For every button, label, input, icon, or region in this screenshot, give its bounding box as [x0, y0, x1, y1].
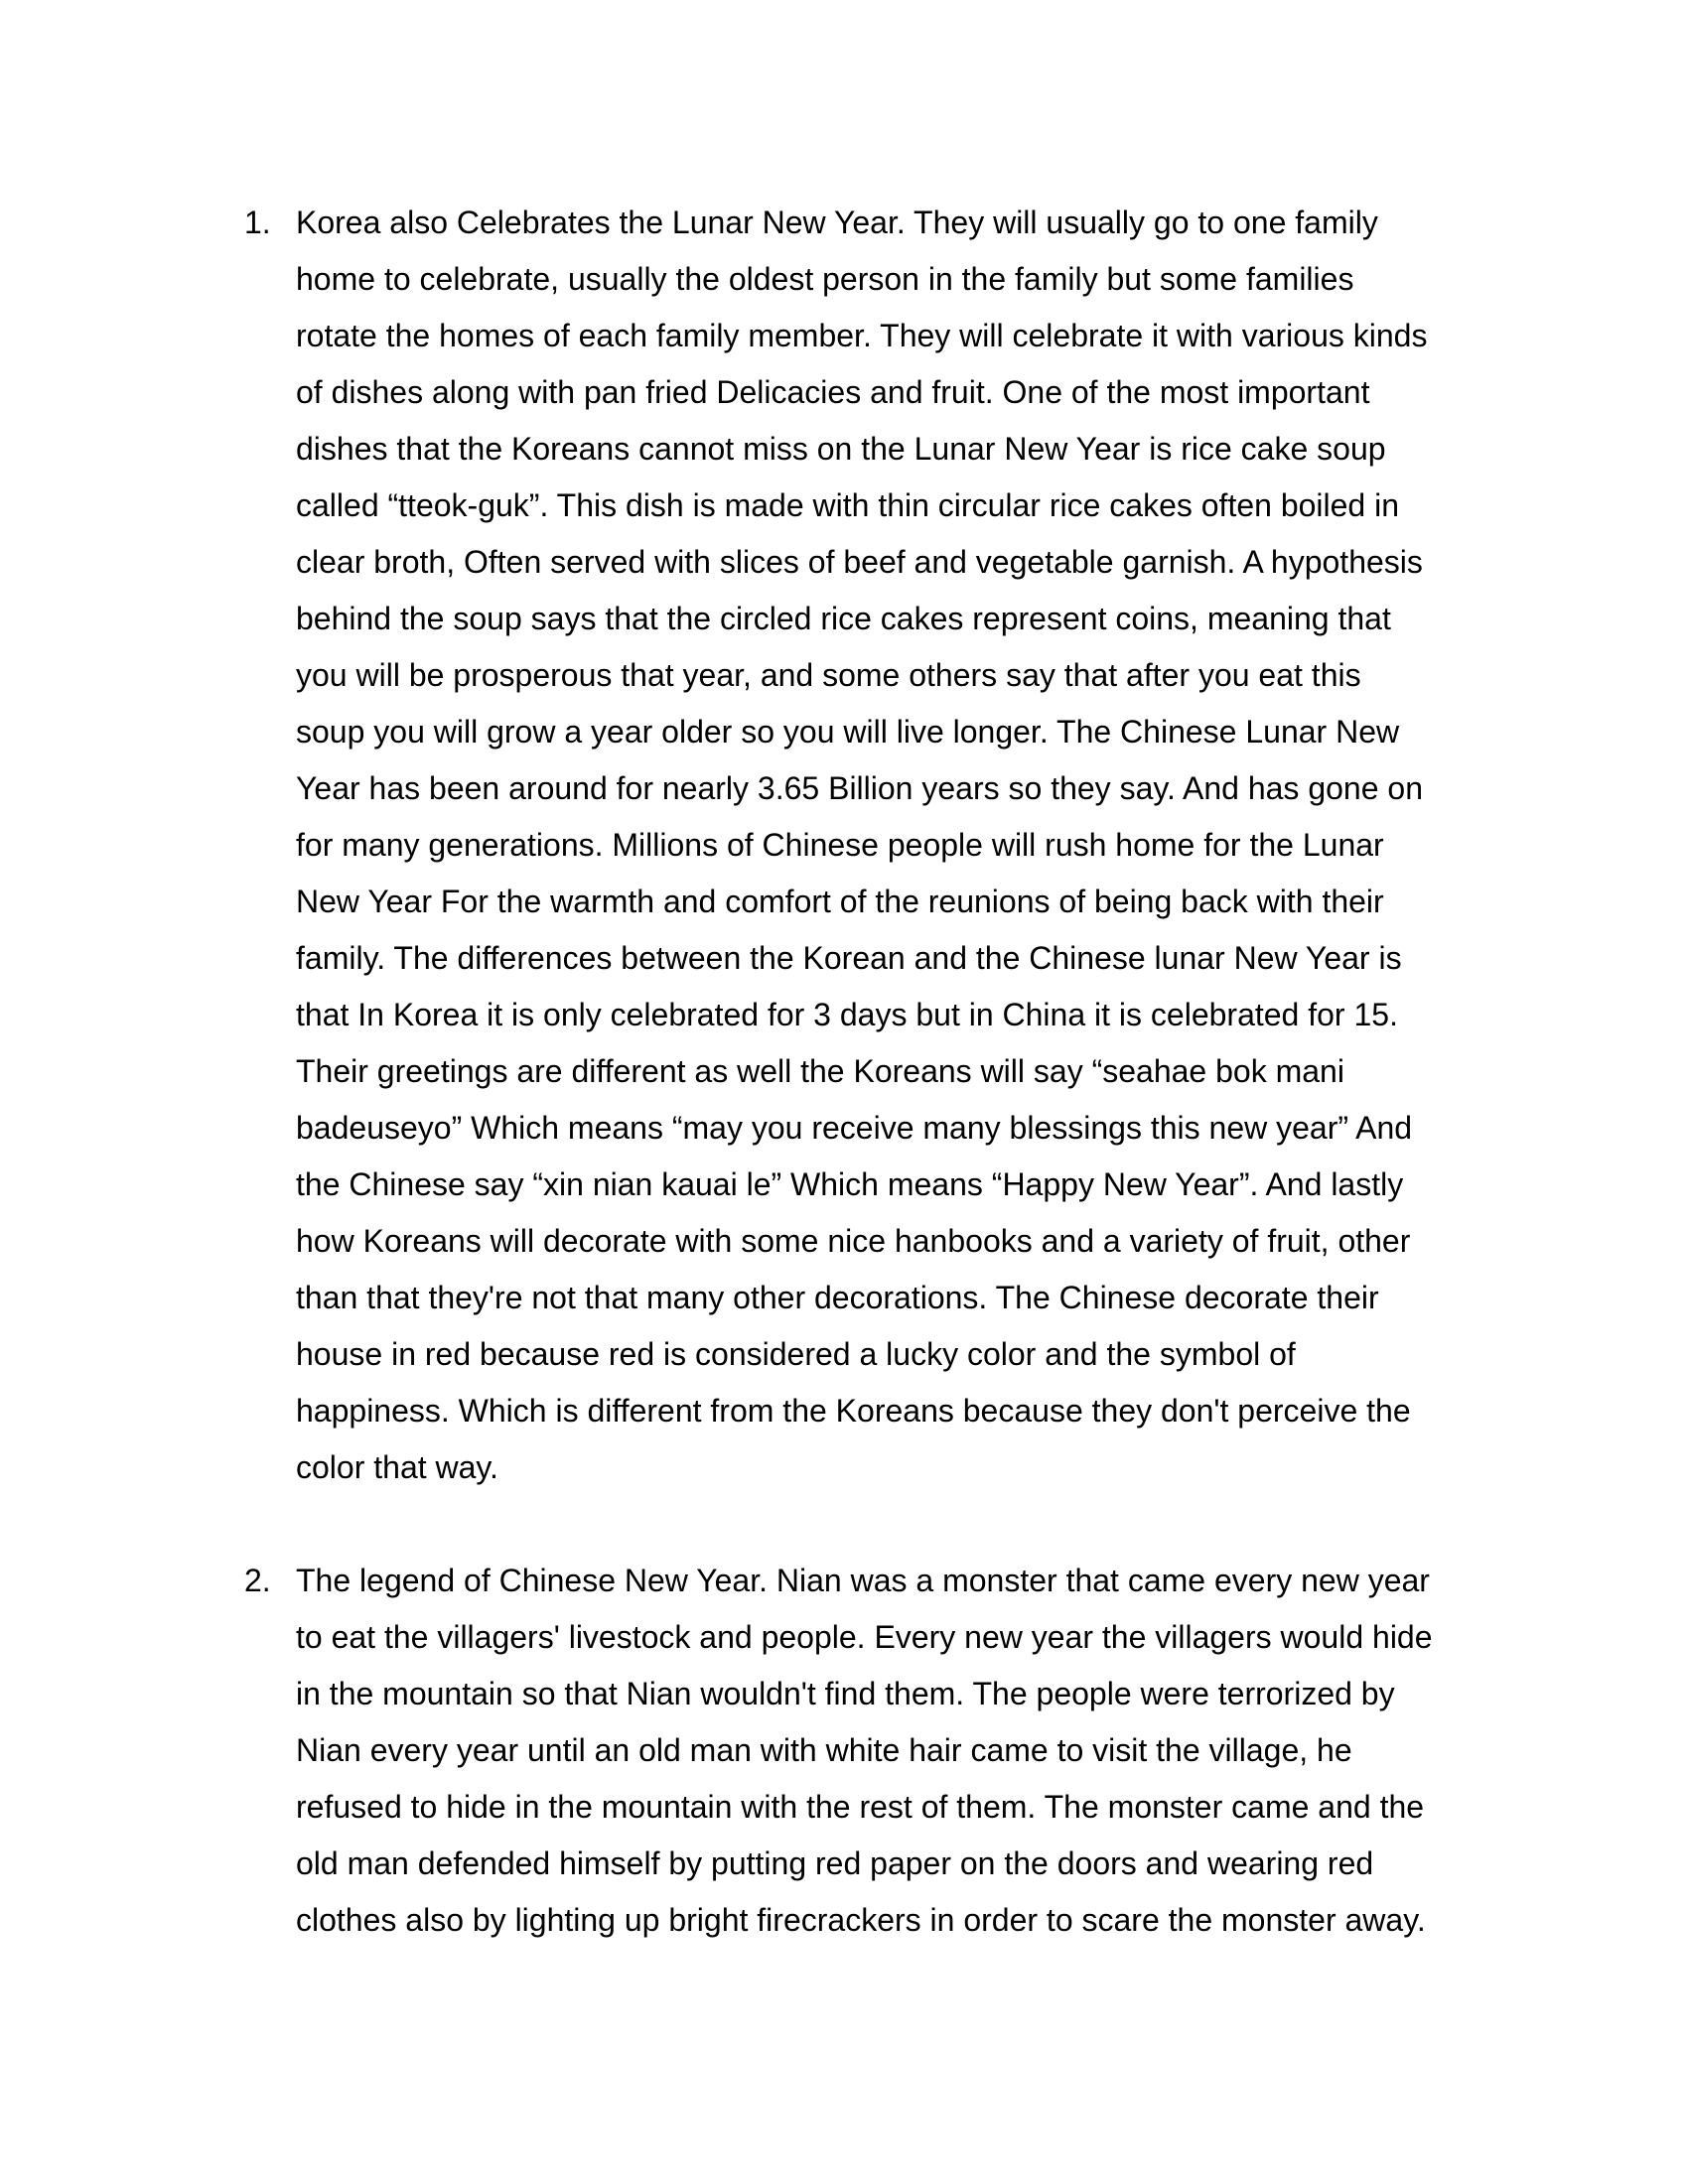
paragraph-line: you will be prosperous that year, and some others say that after you eat this — [296, 657, 1361, 693]
paragraph-line: clear broth, Often served with slices of beef and vegetable garnish. A hypothesis — [296, 544, 1423, 580]
paragraph-line: to eat the villagers' livestock and people. Every new year the villagers would hide — [296, 1619, 1433, 1655]
paragraph-line: of dishes along with pan fried Delicacies and fruit. One of the most important — [296, 374, 1370, 410]
paragraph-line: New Year For the warmth and comfort of the reunions of being back with their — [296, 884, 1384, 919]
paragraph-line: clothes also by lighting up bright firecrackers in order to scare the monster away. — [296, 1902, 1426, 1938]
paragraph-line: home to celebrate, usually the oldest person in the family but some families — [296, 261, 1354, 297]
list-item-number: 2. — [244, 1563, 271, 1598]
paragraph-line: Year has been around for nearly 3.65 Billion years so they say. And has gone on — [296, 770, 1423, 806]
paragraph-line: Their greetings are different as well the Koreans will say “seahae bok mani — [296, 1053, 1344, 1089]
paragraph-line: color that way. — [296, 1449, 498, 1485]
list-item — [244, 195, 1476, 1496]
paragraph-line: happiness. Which is different from the Koreans because they don't perceive the — [296, 1393, 1411, 1429]
list-item-paragraph — [296, 195, 1476, 1496]
numbered-list — [244, 195, 1476, 1949]
paragraph-line: behind the soup says that the circled rice cakes represent coins, meaning that — [296, 601, 1391, 636]
list-item — [244, 1553, 1476, 1949]
paragraph-line: house in red because red is considered a lucky color and the symbol of — [296, 1336, 1296, 1372]
paragraph-line: for many generations. Millions of Chinese people will rush home for the Lunar — [296, 827, 1384, 863]
paragraph-line: called “tteok-guk”. This dish is made with thin circular rice cakes often boiled in — [296, 487, 1400, 523]
paragraph-line: how Koreans will decorate with some nice hanbooks and a variety of fruit, other — [296, 1223, 1411, 1259]
paragraph-line: family. The differences between the Korean and the Chinese lunar New Year is — [296, 940, 1402, 976]
paragraph-line: Korea also Celebrates the Lunar New Year. They will usually go to one family — [296, 205, 1378, 240]
paragraph-line: dishes that the Koreans cannot miss on the Lunar New Year is rice cake soup — [296, 431, 1386, 467]
paragraph-line: The legend of Chinese New Year. Nian was a monster that came every new year — [296, 1563, 1430, 1598]
paragraph-line: the Chinese say “xin nian kauai le” Which means “Happy New Year”. And lastly — [296, 1166, 1404, 1202]
list-item-number: 1. — [244, 205, 271, 240]
paragraph-line: old man defended himself by putting red paper on the doors and wearing red — [296, 1845, 1374, 1881]
paragraph-line: Nian every year until an old man with white hair came to visit the village, he — [296, 1732, 1352, 1768]
paragraph-line: that In Korea it is only celebrated for 3 days but in China it is celebrated for 15. — [296, 997, 1398, 1032]
paragraph-line: rotate the homes of each family member. They will celebrate it with various kinds — [296, 318, 1428, 353]
paragraph-line: refused to hide in the mountain with the rest of them. The monster came and the — [296, 1789, 1425, 1825]
paragraph-line: badeuseyo” Which means “may you receive many blessings this new year” And — [296, 1110, 1413, 1146]
list-item-paragraph — [296, 1553, 1476, 1949]
paragraph-line: in the mountain so that Nian wouldn't find them. The people were terrorized by — [296, 1676, 1395, 1711]
paragraph-line: than that they're not that many other decorations. The Chinese decorate their — [296, 1280, 1379, 1315]
paragraph-line: soup you will grow a year older so you will live longer. The Chinese Lunar New — [296, 714, 1400, 750]
